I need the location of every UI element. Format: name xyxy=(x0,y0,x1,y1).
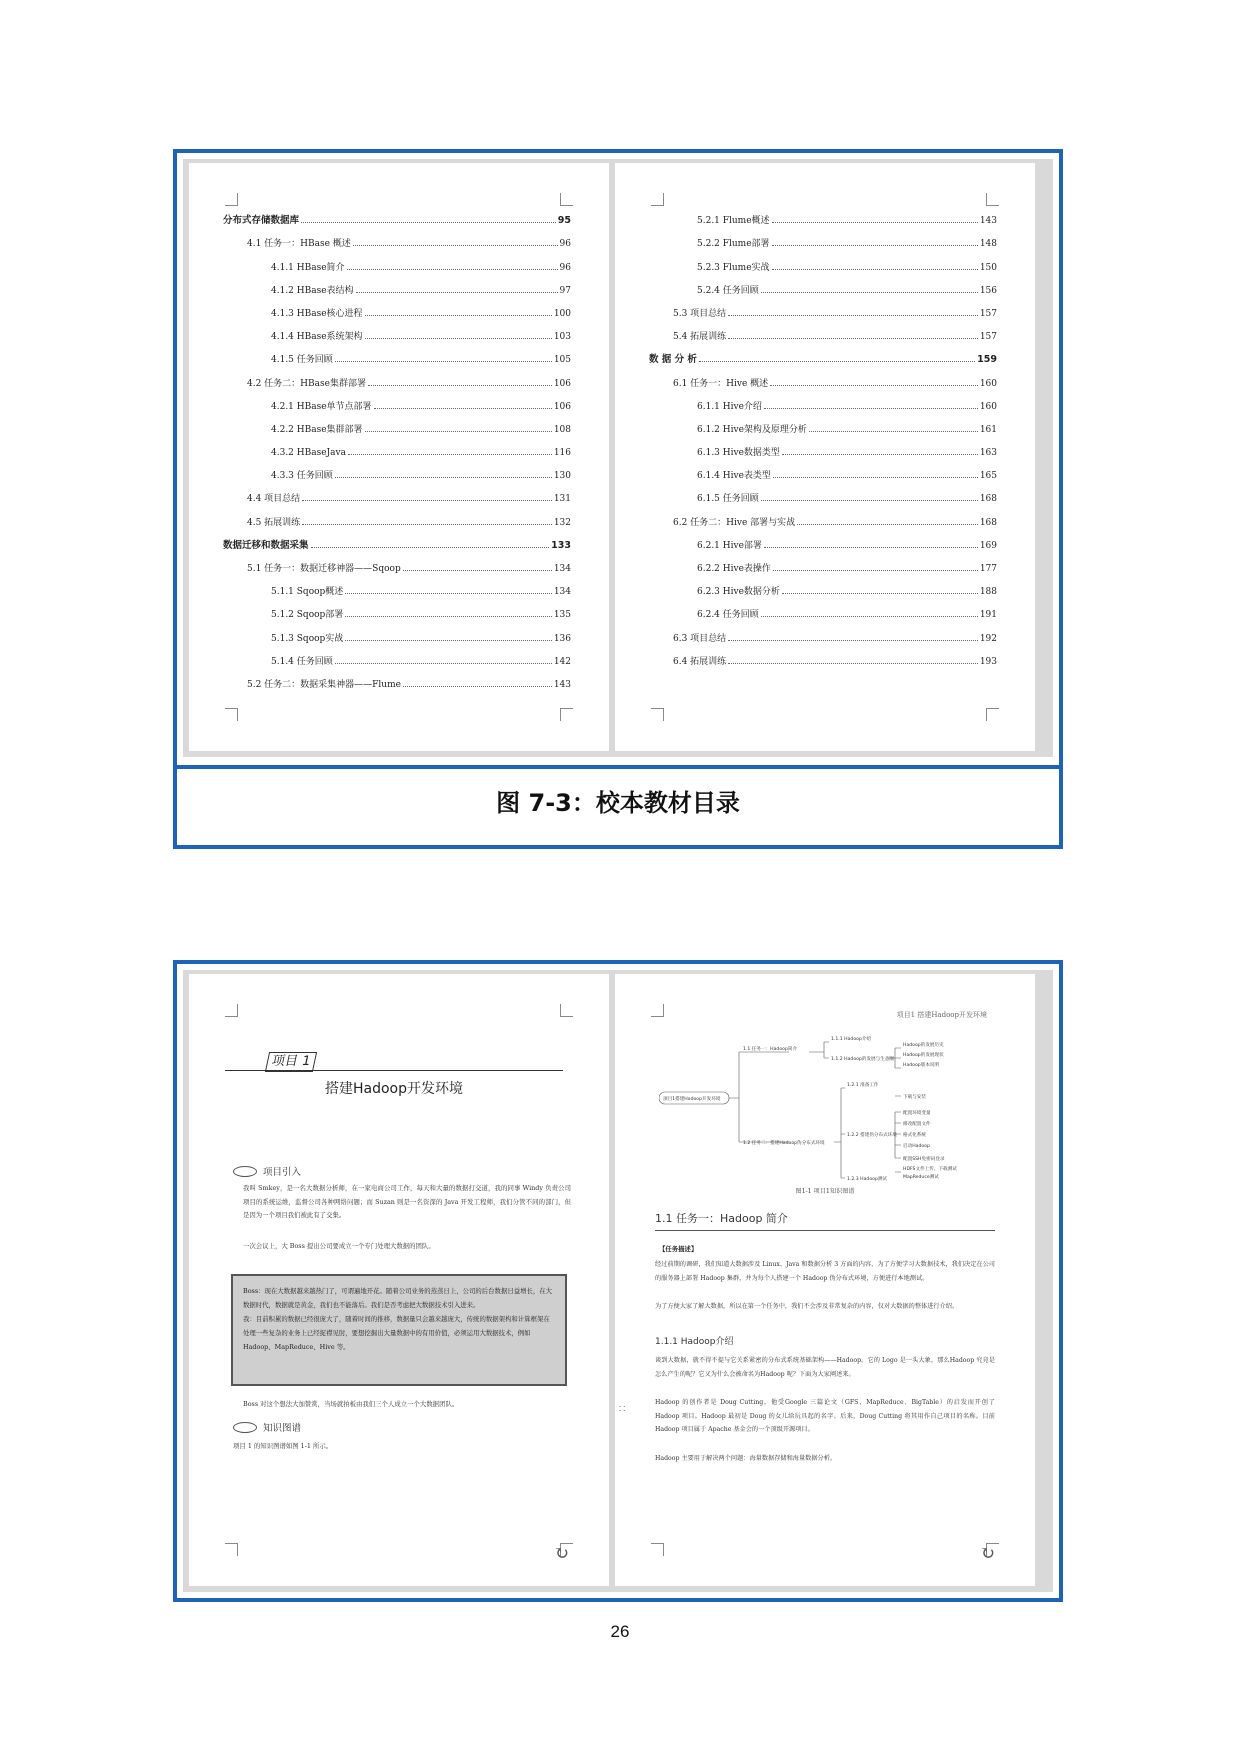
toc-leader xyxy=(773,570,978,571)
toc-entry xyxy=(649,203,997,226)
paragraph: Hadoop 的创作者是 Doug Cutting，他受Google 三篇论文（GFS、MapReduce、BigTable）的启发而开创了 Hadoop 项目。Hadoop 最初是 Doug 的女儿给玩具起的名字。后来，Doug Cutting 将其用作自己项目的名称。目前 Hadoop 项目属于 Apache 基金会的一个顶级开源项目。 xyxy=(655,1399,995,1433)
project-title: 搭建Hadoop开发环境 xyxy=(324,1081,463,1097)
toc-entry-title: 5.1.1 Sqoop概述 xyxy=(271,587,344,598)
toc-entry xyxy=(223,389,571,412)
toc-entry-title: 6.2.1 Hive部署 xyxy=(697,540,762,551)
mindmap-node: 修改配置文件 xyxy=(903,1122,931,1127)
mindmap-node: MapReduce测试 xyxy=(903,1175,939,1180)
mindmap-node: 格式化系统 xyxy=(903,1133,926,1138)
toc-entry xyxy=(649,249,997,272)
toc-entry-title: 5.2.4 任务回顾 xyxy=(697,285,759,296)
toc-leader xyxy=(335,361,552,362)
paragraph: 项目 1 的知识图谱如图 1-1 所示。 xyxy=(233,1442,333,1450)
toc-entry xyxy=(649,528,997,551)
intro-paragraph: 一次会议上，大 Boss 提出公司要成立一个专门处理大数据的团队。 xyxy=(243,1242,435,1250)
toc-entry xyxy=(223,597,571,620)
drag-handle-icon: ∷ xyxy=(619,1404,626,1415)
toc-entry-page: 168 xyxy=(979,517,997,528)
toc-entry-page: 165 xyxy=(979,471,997,482)
toc-entry-title: 4.1.1 HBase简介 xyxy=(271,262,345,273)
section-heading: 1.1 任务一：Hadoop 简介 xyxy=(655,1210,995,1231)
intro-paragraph: 我叫 Smkey，是一名大数据分析师，在一家电商公司工作，每天和大量的数据打交道，我的同事 Windy 负责公司项目的系统运维，监督公司各种网络问题；而 Suzan 则是一名资深的 Java 开发工程师，我们分管不同的部门，但是因为一个项目我们被此有了交集。 xyxy=(243,1184,571,1219)
book-spread xyxy=(183,159,1053,757)
toc-leader xyxy=(699,361,975,362)
toc-entry xyxy=(223,644,571,667)
mindmap-node: 配置环境变量 xyxy=(903,1111,931,1116)
toc-entry xyxy=(223,574,571,597)
toc-leader xyxy=(782,593,978,594)
toc-entry-title: 6.1.5 任务回顾 xyxy=(697,494,759,505)
toc-leader xyxy=(347,269,558,270)
page-ornament-icon: ↻ xyxy=(979,1543,995,1564)
toc-entry xyxy=(649,620,997,643)
toc-entry-title: 数 据 分 析 xyxy=(649,354,697,366)
toc-leader xyxy=(356,292,558,293)
toc-entry-page: 103 xyxy=(553,332,571,343)
toc-entry-title: 6.1.2 Hive架构及原理分析 xyxy=(697,424,807,435)
mindmap-node: 启动Hadoop xyxy=(903,1144,930,1149)
figure-caption: 图 7-3：校本教材目录 xyxy=(496,789,740,817)
toc-entry xyxy=(649,389,997,412)
mindmap-node: 1.2.2 搭建伪分布式环境 xyxy=(847,1133,897,1138)
mindmap-node: Hadoop版本说明 xyxy=(903,1063,940,1068)
toc-leader xyxy=(335,477,552,478)
toc-leader xyxy=(772,269,978,270)
title-rule xyxy=(225,1070,563,1071)
toc-leader xyxy=(302,500,552,501)
toc-entry-title: 4.2 任务二：HBase集群部署 xyxy=(247,378,366,389)
toc-entry-title: 5.2.2 Flume部署 xyxy=(697,239,770,250)
figure-caption: 图1-1 项目1知识图谱 xyxy=(795,1188,855,1195)
toc-entry-title: 4.2.1 HBase单节点部署 xyxy=(271,401,372,412)
toc-entry-title: 6.3 项目总结 xyxy=(673,633,727,644)
toc-entry-title: 4.1.3 HBase核心进程 xyxy=(271,308,363,319)
toc-entry-page: 193 xyxy=(979,656,997,667)
toc-entry xyxy=(223,504,571,527)
mindmap-node: 1.2.1 准备工作 xyxy=(847,1083,879,1088)
section-heading: 项目引入 xyxy=(233,1164,301,1178)
toc-entry-page: 136 xyxy=(553,633,571,644)
toc-entry-title: 6.2.4 任务回顾 xyxy=(697,610,759,621)
toc-entry-page: 131 xyxy=(553,494,571,505)
toc-leader xyxy=(797,524,978,525)
figure-frame-book-pages xyxy=(173,960,1063,1602)
toc-leader xyxy=(761,616,978,617)
toc-list xyxy=(223,203,571,690)
subsection-heading: 1.1.1 Hadoop介绍 xyxy=(655,1337,734,1347)
toc-entry-page: 143 xyxy=(553,679,571,690)
toc-entry-title: 4.3.3 任务回顾 xyxy=(271,471,333,482)
toc-entry xyxy=(223,273,571,296)
toc-entry-title: 6.1 任务一：Hive 概述 xyxy=(673,378,769,389)
toc-leader xyxy=(403,570,552,571)
toc-entry xyxy=(223,551,571,574)
toc-entry-page: 163 xyxy=(979,448,997,459)
toc-entry-title: 4.5 拓展训练 xyxy=(247,517,301,528)
toc-leader xyxy=(302,524,552,525)
toc-entry xyxy=(649,481,997,504)
toc-leader xyxy=(782,454,978,455)
toc-entry-title: 分布式存储数据库 xyxy=(223,215,300,227)
toc-entry-page: 156 xyxy=(979,285,997,296)
toc-leader xyxy=(772,222,978,223)
paragraph: Boss 对这个想法大加赞赏，当场就拍板由我们三个人成立一个大数据团队。 xyxy=(243,1400,459,1408)
toc-entry-title: 5.1.2 Sqoop部署 xyxy=(271,610,344,621)
toc-entry-page: 150 xyxy=(979,262,997,273)
page-ornament-icon: ↻ xyxy=(553,1543,569,1564)
toc-entry-title: 6.2.2 Hive表操作 xyxy=(697,564,771,574)
toc-entry-page: 97 xyxy=(559,285,571,296)
page-number: 26 xyxy=(610,1622,630,1641)
toc-entry-page: 160 xyxy=(979,378,997,389)
toc-entry-page: 106 xyxy=(553,378,571,389)
toc-entry-title: 5.1.3 Sqoop实战 xyxy=(271,633,344,644)
toc-entry xyxy=(649,342,997,365)
toc-entry-title: 4.4 项目总结 xyxy=(247,494,301,505)
running-head: 项目1 搭建Hadoop开发环境 xyxy=(896,1011,987,1019)
toc-entry xyxy=(223,528,571,551)
toc-leader xyxy=(368,385,552,386)
toc-entry-page: 161 xyxy=(979,424,997,435)
toc-entry-page: 133 xyxy=(551,539,571,551)
toc-entry-page: 177 xyxy=(979,564,997,574)
toc-entry-title: 6.1.4 Hive表类型 xyxy=(697,471,771,482)
toc-entry xyxy=(223,249,571,272)
section-icon xyxy=(233,1166,257,1177)
toc-entry-page: 106 xyxy=(553,401,571,412)
section-heading: 知识图谱 xyxy=(233,1420,301,1434)
toc-leader xyxy=(353,245,558,246)
toc-leader xyxy=(770,385,978,386)
toc-leader xyxy=(761,500,978,501)
dialogue-text: 我：目前积累的数据已经很庞大了，随着时间的推移，数据量只会越来越庞大，传统的数据架构和计算框架在处理一些复杂的业务上已经捉襟见肘，要想挖掘出大量数据中的有用价值，必须运用大数据技术，例如 Hadoop、MapReduce、Hive 等。 xyxy=(243,1315,550,1351)
toc-entry xyxy=(223,458,571,481)
toc-entry-title: 4.1.2 HBase表结构 xyxy=(271,285,354,296)
toc-entry-title: 6.2.3 Hive数据分析 xyxy=(697,587,780,598)
toc-entry-title: 数据迁移和数据采集 xyxy=(223,539,309,551)
toc-entry-title: 5.2.1 Flume概述 xyxy=(697,216,770,227)
toc-entry-page: 157 xyxy=(979,332,997,343)
mindmap-node: 1.1.2 Hadoop的发展与生态圈 xyxy=(831,1057,895,1062)
toc-entry-title: 6.1.1 Hive介绍 xyxy=(697,401,762,412)
toc-entry-page: 134 xyxy=(553,564,571,574)
toc-entry-page: 132 xyxy=(553,517,571,528)
toc-leader xyxy=(311,547,550,548)
paragraph: Hadoop 主要用于解决两个问题：海量数据存储和海量数据分析。 xyxy=(655,1455,837,1462)
mindmap-node: 1.1 任务一：Hadoop简介 xyxy=(743,1047,798,1052)
dialogue-text: Boss：现在大数据越来越热门了，可谓遍地开花。随着公司业务的蒸蒸日上，公司的后台数据日益增长，在大数据时代，数据就是黄金，我们也不能落后。我们是否考虑把大数据技术引入进来。 xyxy=(243,1287,553,1309)
toc-entry-page: 96 xyxy=(559,239,571,250)
toc-entry-page: 157 xyxy=(979,308,997,319)
toc-entry-title: 4.1.4 HBase系统架构 xyxy=(271,332,363,343)
toc-leader xyxy=(764,547,978,548)
toc-leader xyxy=(761,292,978,293)
toc-entry-page: 191 xyxy=(979,610,997,621)
book-spread xyxy=(183,970,1053,1592)
toc-leader xyxy=(301,222,556,223)
toc-entry-page: 142 xyxy=(553,656,571,667)
toc-entry-page: 96 xyxy=(559,262,571,273)
mindmap-node: HDFS文件上传、下载测试 xyxy=(903,1167,957,1172)
toc-leader xyxy=(345,616,552,617)
toc-entry-title: 5.4 拓展训练 xyxy=(673,332,727,343)
toc-entry-page: 100 xyxy=(553,308,571,319)
toc-leader xyxy=(728,663,978,664)
toc-entry-title: 6.1.3 Hive数据类型 xyxy=(697,448,780,459)
toc-entry-title: 4.2.2 HBase集群部署 xyxy=(271,424,363,435)
mindmap-diagram xyxy=(659,1032,989,1182)
toc-list xyxy=(649,203,997,667)
toc-entry xyxy=(649,296,997,319)
toc-entry xyxy=(649,226,997,249)
toc-leader xyxy=(764,408,978,409)
toc-entry xyxy=(223,342,571,365)
section-icon xyxy=(233,1422,257,1433)
toc-entry xyxy=(649,644,997,667)
mindmap-node: 1.2.3 Hadoop测试 xyxy=(847,1177,888,1182)
toc-entry xyxy=(223,620,571,643)
project-tag: 项目 1 xyxy=(265,1052,317,1072)
toc-entry xyxy=(649,458,997,481)
toc-entry xyxy=(649,273,997,296)
toc-leader xyxy=(374,408,552,409)
toc-entry xyxy=(649,504,997,527)
toc-leader xyxy=(335,663,552,664)
toc-entry-title: 5.3 项目总结 xyxy=(673,308,727,319)
toc-entry xyxy=(223,435,571,458)
task-label: 【任务描述】 xyxy=(659,1245,698,1253)
toc-entry-page: 105 xyxy=(553,355,571,366)
toc-entry xyxy=(223,365,571,388)
toc-entry-page: 135 xyxy=(553,610,571,621)
toc-entry-title: 5.2 任务二：数据采集神器——Flume xyxy=(247,679,401,690)
toc-entry xyxy=(649,412,997,435)
toc-leader xyxy=(773,477,978,478)
mindmap-node: Hadoop的发展现状 xyxy=(903,1053,944,1058)
toc-entry-title: 5.1.4 任务回顾 xyxy=(271,656,333,667)
toc-entry xyxy=(223,481,571,504)
toc-leader xyxy=(809,431,978,432)
paragraph: 经过前期的调研，我们知道大数据涉及 Linux、Java 和数据分析 3 方面的内容，为了方便学习大数据技术，我们决定在公司的服务器上部署 Hadoop 集群，并为每个人搭建一个 Hadoop 伪分布式环境，方便进行本地测试。 xyxy=(655,1261,995,1282)
chapter-page xyxy=(615,974,1035,1586)
toc-entry-title: 5.1 任务一：数据迁移神器——Sqoop xyxy=(247,564,401,574)
toc-entry xyxy=(649,574,997,597)
toc-entry xyxy=(223,412,571,435)
mindmap-node: 1.2 任务二：搭建Hadoop伪分布式环境 xyxy=(743,1141,825,1146)
toc-entry xyxy=(649,597,997,620)
toc-entry xyxy=(223,226,571,249)
mindmap-node: 1.1.1 Hadoop介绍 xyxy=(831,1037,872,1042)
toc-page-right xyxy=(615,163,1035,751)
toc-entry-page: 169 xyxy=(979,540,997,551)
toc-entry-title: 4.1.5 任务回顾 xyxy=(271,355,333,366)
toc-entry-page: 134 xyxy=(553,587,571,598)
toc-entry-page: 168 xyxy=(979,494,997,505)
toc-entry xyxy=(223,319,571,342)
toc-entry-page: 116 xyxy=(553,448,571,459)
mindmap-node: 项目1搭建Hadoop开发环境 xyxy=(663,1097,721,1102)
toc-leader xyxy=(345,593,552,594)
toc-entry-page: 108 xyxy=(553,424,571,435)
mindmap-node: 下载与安装 xyxy=(903,1095,926,1100)
toc-entry-page: 95 xyxy=(557,215,571,227)
toc-leader xyxy=(728,640,978,641)
toc-entry-page: 192 xyxy=(979,633,997,644)
paragraph: 谈到大数据，就不得不提与它关系紧密的分布式系统基础架构——Hadoop。它的 Logo 是一头大象，那么Hadoop 究竟是怎么产生的呢？它又为什么会被命名为Hadoop 呢？下面为大家阐述来。 xyxy=(655,1357,995,1378)
mindmap-node: 配置SSH免密码登录 xyxy=(903,1157,945,1162)
toc-entry xyxy=(223,203,571,226)
toc-entry xyxy=(649,365,997,388)
project-page xyxy=(189,974,609,1586)
toc-leader xyxy=(345,640,552,641)
toc-entry-title: 4.1 任务一：HBase 概述 xyxy=(247,239,351,250)
toc-entry-page: 160 xyxy=(979,401,997,412)
toc-entry-page: 159 xyxy=(977,354,997,366)
toc-leader xyxy=(772,245,978,246)
toc-entry-title: 4.3.2 HBaseJava xyxy=(271,448,346,459)
toc-leader xyxy=(365,315,552,316)
toc-entry xyxy=(649,435,997,458)
toc-entry-page: 188 xyxy=(979,587,997,598)
mindmap-node: Hadoop的发展历史 xyxy=(903,1043,944,1048)
toc-entry-page: 143 xyxy=(979,216,997,227)
caption-divider xyxy=(177,765,1059,769)
toc-entry xyxy=(223,296,571,319)
toc-entry-page: 130 xyxy=(553,471,571,482)
toc-leader xyxy=(348,454,552,455)
toc-leader xyxy=(403,686,552,687)
toc-entry xyxy=(649,551,997,574)
dialogue-box xyxy=(231,1274,567,1386)
toc-entry-title: 6.2 任务二：Hive 部署与实战 xyxy=(673,517,796,528)
toc-leader xyxy=(365,431,552,432)
toc-entry-title: 5.2.3 Flume实战 xyxy=(697,262,770,273)
paragraph: 为了方便大家了解大数据，所以在第一个任务中，我们不会涉及非常复杂的内容，仅对大数据的整体进行介绍。 xyxy=(655,1303,959,1310)
toc-leader xyxy=(728,315,978,316)
toc-leader xyxy=(365,338,552,339)
toc-page-left xyxy=(189,163,609,751)
figure-frame-toc xyxy=(173,149,1063,849)
toc-entry xyxy=(649,319,997,342)
toc-leader xyxy=(728,338,978,339)
toc-entry-page: 148 xyxy=(979,239,997,250)
toc-entry-title: 6.4 拓展训练 xyxy=(673,656,727,667)
toc-entry xyxy=(223,667,571,690)
